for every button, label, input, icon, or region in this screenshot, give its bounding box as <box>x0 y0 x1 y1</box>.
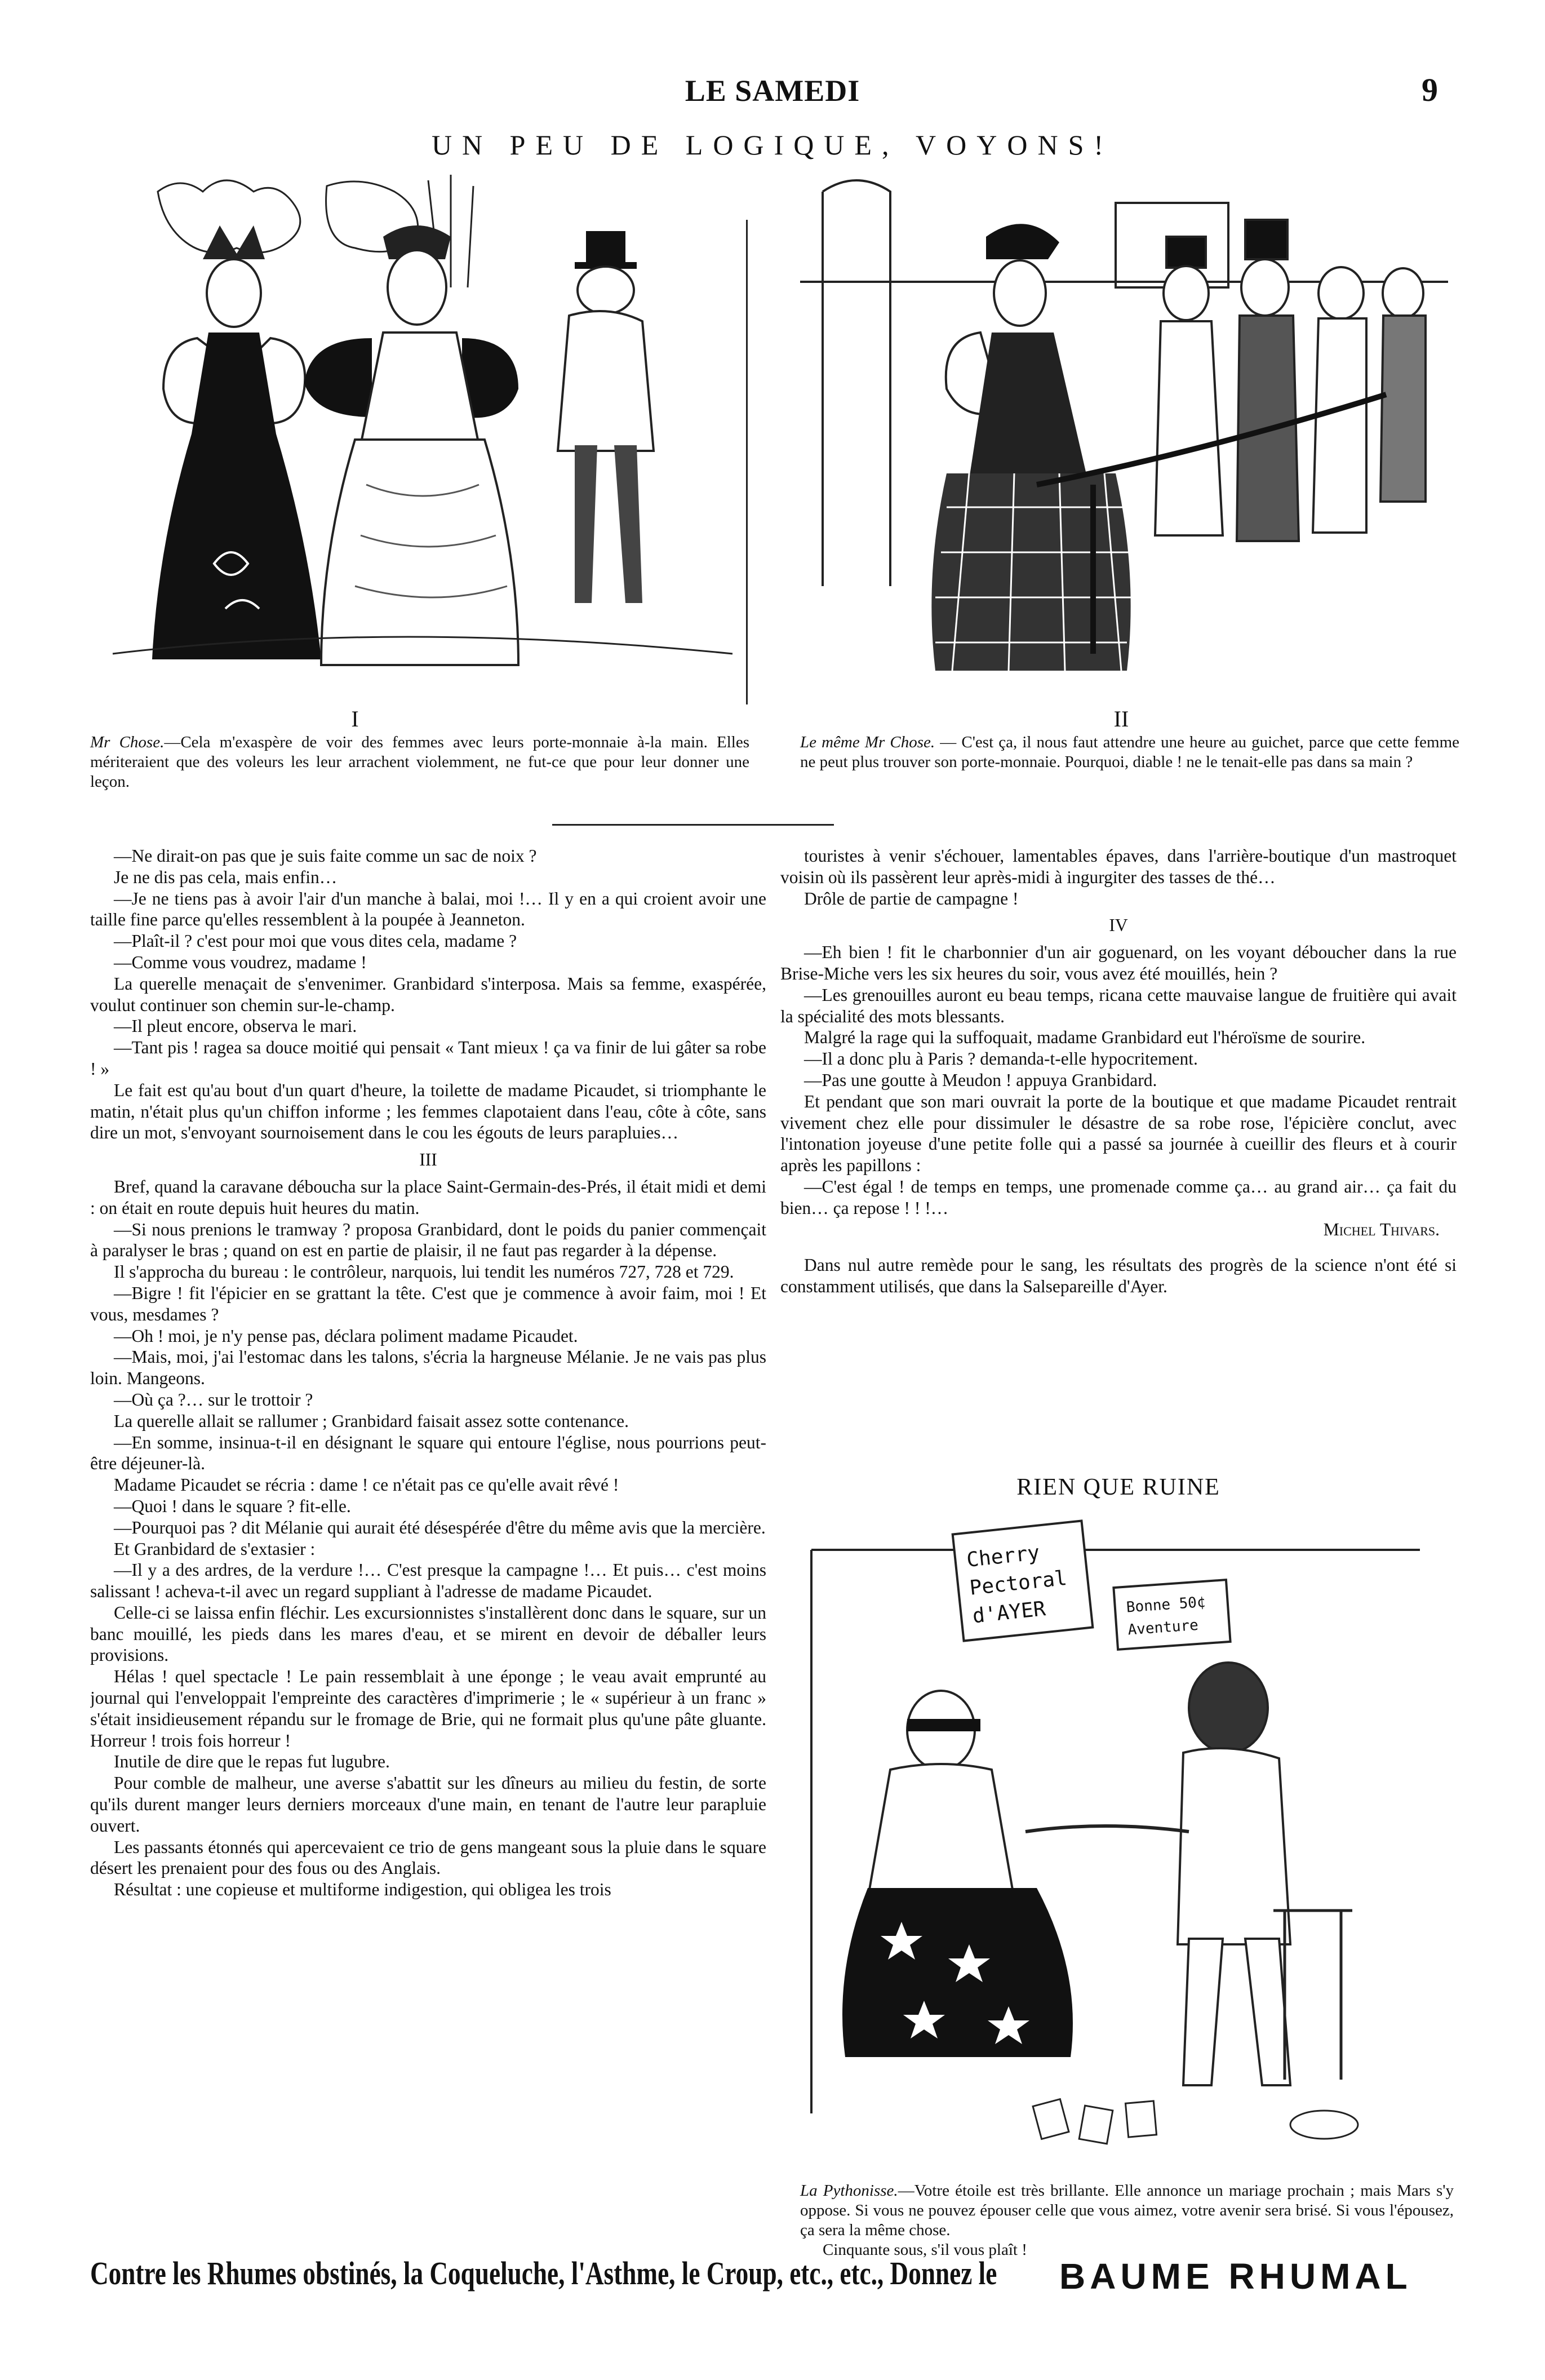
story-paragraph: —Oh ! moi, je n'y pense pas, déclara poliment madame Picaudet. <box>114 1326 578 1346</box>
story-right-part-one <box>780 845 1457 909</box>
story-paragraph: Drôle de partie de campagne ! <box>804 888 1019 908</box>
story-paragraph: Bref, quand la caravane déboucha sur la place Saint-Germain-des-Prés, il était midi et demi : on était en route depuis huit heures du matin. <box>90 1176 766 1218</box>
fortune-teller-caption-text: —Votre étoile est très brillante. Elle annonce un mariage prochain ; mais Mars s'y oppose. Si vous ne pouvez épouser celle que vous aimez, votre avenir sera brisé. Si vous l'épousez, ça sera la même chose. <box>800 2182 1454 2239</box>
story-paragraph: —Mais, moi, j'ai l'estomac dans les talons, s'écria la hargneuse Mélanie. Je ne vais pas plus loin. Mangeons. <box>90 1347 766 1389</box>
small-sign-line-2: Aventure <box>1127 1616 1199 1639</box>
sign-text-line-3: d'AYER <box>971 1597 1047 1628</box>
panel-two-speaker: Le même Mr Chose. <box>800 733 935 751</box>
sign-text-line-1: Cherry <box>965 1541 1041 1572</box>
story-paragraph: —Si nous prenions le tramway ? proposa Granbidard, dont le poids du panier commençait à paralyser le bras ; quand on est en partie de plaisir, il ne faut pas regarder à la dépense. <box>90 1219 766 1261</box>
masthead: LE SAMEDI <box>685 74 860 108</box>
small-sign-line-1: Bonne 50¢ <box>1125 1593 1206 1616</box>
section-rule <box>552 824 834 826</box>
story-paragraph: La querelle menaçait de s'envenimer. Granbidard s'interposa. Mais sa femme, exaspérée, voulut continuer son chemin sur-le-champ. <box>90 973 766 1015</box>
story-paragraph: —Tant pis ! ragea sa douce moitié qui pensait « Tant mieux ! ça va finir de lui gâter sa robe ! » <box>90 1038 766 1079</box>
story-paragraph: —C'est égal ! de temps en temps, une promenade comme ça… au grand air… ça fait du bien… ça repose ! ! !… <box>780 1176 1457 1218</box>
client-man-figure <box>1178 1663 1290 2085</box>
panel-one-caption-text: —Cela m'exaspère de voir des femmes avec leurs porte-monnaie à-la main. Elles mériteraient que des voleurs les leur arrachent violemment, ne fut-ce que pour leur donner une leçon. <box>90 733 749 791</box>
panel-two-illustration <box>800 169 1448 704</box>
story-paragraph: —Il pleut encore, observa le mari. <box>114 1016 357 1036</box>
baume-rhumal-advertisement <box>90 2254 1465 2305</box>
author-signature: Michel Thivars. <box>1323 1219 1440 1239</box>
story-paragraph: Pour comble de malheur, une averse s'abattit sur les dîneurs au milieu du festin, de sorte qu'ils durent manger leurs derniers morceaux d'une main, en tenant de l'autre leur parapluie ouvert. <box>90 1773 766 1836</box>
page-number: 9 <box>1422 72 1438 108</box>
story-paragraph: —Je ne tiens pas à avoir l'air d'un manche à balai, moi !… Il y en a qui croient avoir une taille fine parce qu'elles ressemblent à la poupée à Jeanneton. <box>90 888 766 930</box>
fortune-teller-speaker: La Pythonisse. <box>800 2182 898 2200</box>
story-paragraph: —Bigre ! fit l'épicier en se grattant la tête. C'est que je commence à avoir faim, moi ! Et vous, mesdames ? <box>90 1283 766 1324</box>
sign-text-line-2: Pectoral <box>968 1566 1068 1600</box>
story-paragraph: Le fait est qu'au bout d'un quart d'heure, la toilette de madame Picaudet, si triomphante le matin, n'était plus qu'un chiffon informe ; les femmes clapotaient dans l'eau, côte à côte, sans dire un mot, s'envoyant sournoisement dans le cou les égouts de leurs parapluies… <box>90 1080 766 1143</box>
story-left-part-one <box>90 845 766 1144</box>
story-paragraph: Il s'approcha du bureau : le contrôleur, narquois, lui tendit les numéros 727, 728 et 729. <box>114 1262 734 1282</box>
panel-two-numeral: II <box>1113 706 1129 732</box>
fortune-teller-figure <box>842 1691 1073 2057</box>
story-column-left <box>90 845 766 2221</box>
story-paragraph: Et pendant que son mari ouvrait la porte de la boutique et que madame Picaudet rentrait vivement chez elle pour dissimuler le désastre de sa robe rose, l'épicière conclut, avec l'intonation joyeuse d'une petite folle qui a passé sa journée à cueillir des fleurs et à courir après les papillons : <box>780 1091 1457 1176</box>
panel-two-caption-text: — C'est ça, il nous faut attendre une heure au guichet, parce que cette femme ne peut plus trouver son porte-monnaie. Pourquoi, diable ! ne le tenait-elle pas dans sa main ? <box>800 733 1459 771</box>
story-paragraph: —Plaît-il ? c'est pour moi que vous dites cela, madame ? <box>114 931 517 951</box>
panel-one-numeral: I <box>351 706 359 732</box>
section-heading-iv: IV <box>1109 915 1128 936</box>
story-paragraph: Et Granbidard de s'extasier : <box>114 1539 316 1559</box>
story-left-part-two <box>90 1176 766 1900</box>
fortune-teller-illustration <box>800 1516 1437 2153</box>
panel-divider <box>746 220 748 704</box>
panel-one-caption <box>90 733 749 792</box>
story-paragraph: —Pourquoi pas ? dit Mélanie qui aurait été désespérée d'être du même avis que la mercière. <box>114 1517 766 1537</box>
story-paragraph: Inutile de dire que le repas fut lugubre. <box>114 1752 390 1772</box>
story-paragraph: —Eh bien ! fit le charbonnier d'un air goguenard, on les voyant déboucher dans la rue Brise-Miche vers les six heures du soir, vous avez été mouillés, hein ? <box>780 942 1457 983</box>
story-paragraph: Les passants étonnés qui apercevaient ce trio de gens mangeant sous la pluie dans le square désert les prenaient pour des fous ou des Anglais. <box>90 1837 766 1878</box>
story-paragraph: —Il y a des ardres, de la verdure !… C'est presque la campagne !… Et puis… c'est moins salissant ! acheva-t-il avec un regard suppliant à l'adresse de madame Picaudet. <box>90 1560 766 1602</box>
panel-one-speaker: Mr Chose. <box>90 733 165 751</box>
ad-brand-name: BAUME RHUMAL <box>1059 2256 1412 2297</box>
story-paragraph: La querelle allait se rallumer ; Granbidard faisait assez sotte contenance. <box>114 1411 629 1431</box>
cartoon-title: UN PEU DE LOGIQUE, VOYONS! <box>431 129 1114 161</box>
story-paragraph: —Il a donc plu à Paris ? demanda-t-elle hypocritement. <box>804 1049 1198 1069</box>
story-paragraph: Celle-ci se laissa enfin fléchir. Les excursionnistes s'installèrent donc dans le square, sur un banc mouillé, les pieds dans les mares d'eau, et se mirent en devoir de déballer leurs provisions. <box>90 1602 766 1665</box>
story-paragraph: —Pas une goutte à Meudon ! appuya Granbidard. <box>804 1070 1157 1090</box>
man-top-hat-figure <box>558 231 654 603</box>
story-paragraph: —Comme vous voudrez, madame ! <box>114 952 367 972</box>
ad-lead-text: Contre les Rhumes obstinés, la Coqueluche, l'Asthme, le Croup, etc., etc., Donnez le <box>90 2255 997 2292</box>
panel-one-illustration <box>90 169 738 704</box>
story-paragraph: —Ne dirait-on pas que je suis faite comme un sac de noix ? <box>114 846 537 866</box>
queue-of-men-figures <box>1155 220 1426 541</box>
ayer-notice: Dans nul autre remède pour le sang, les résultats des progrès de la science n'ont été si constamment utilisés, que dans la Salsepareille d'Ayer. <box>780 1255 1457 1297</box>
story-paragraph: —En somme, insinua-t-il en désignant le square qui entoure l'église, nous pourrions peut-être déjeuner-là. <box>90 1432 766 1474</box>
woman-checked-dress-figure <box>931 224 1133 671</box>
woman-left-figure <box>152 225 321 659</box>
fortune-teller-caption-last: Cinquante sous, s'il vous plaît ! <box>823 2241 1027 2259</box>
story-paragraph: —Quoi ! dans le square ? fit-elle. <box>114 1496 351 1516</box>
story-paragraph: —Où ça ?… sur le trottoir ? <box>114 1389 313 1410</box>
story-paragraph: Hélas ! quel spectacle ! Le pain ressemblait à une éponge ; le veau avait emprunté au journal qui l'enveloppait l'empreinte des caractères d'imprimerie ; le « supérieur à un franc » s'était insidieusement répandu sur le fromage de Brie, qui ne formait plus qu'une pâte gluante. Horreur ! trois fois horreur ! <box>90 1667 766 1750</box>
story-paragraph: —Les grenouilles auront eu beau temps, ricana cette mauvaise langue de fruitière qui avait la spécialité des mots blessants. <box>780 985 1457 1026</box>
story-paragraph: Malgré la rage qui la suffoquait, madame Granbidard eut l'héroïsme de sourire. <box>804 1027 1366 1048</box>
story-paragraph: Résultat : une copieuse et multiforme indigestion, qui obligea les trois <box>114 1880 611 1900</box>
story-paragraph: touristes à venir s'échouer, lamentables épaves, dans l'arrière-boutique d'un mastroquet voisin où ils passèrent leur après-midi à ingurgiter des tasses de thé… <box>780 846 1457 887</box>
story-right-part-two <box>780 942 1457 1218</box>
section-heading-iii: III <box>419 1150 437 1170</box>
story-paragraph: Madame Picaudet se récria : dame ! ce n'était pas ce qu'elle avait rêvé ! <box>114 1475 619 1495</box>
rien-que-ruine-title: RIEN QUE RUINE <box>1016 1474 1220 1500</box>
fortune-teller-caption <box>800 2181 1454 2260</box>
panel-two-caption <box>800 733 1459 772</box>
woman-right-figure <box>304 225 518 665</box>
story-paragraph: Je ne dis pas cela, mais enfin… <box>114 867 338 887</box>
story-column-right <box>780 845 1457 1437</box>
